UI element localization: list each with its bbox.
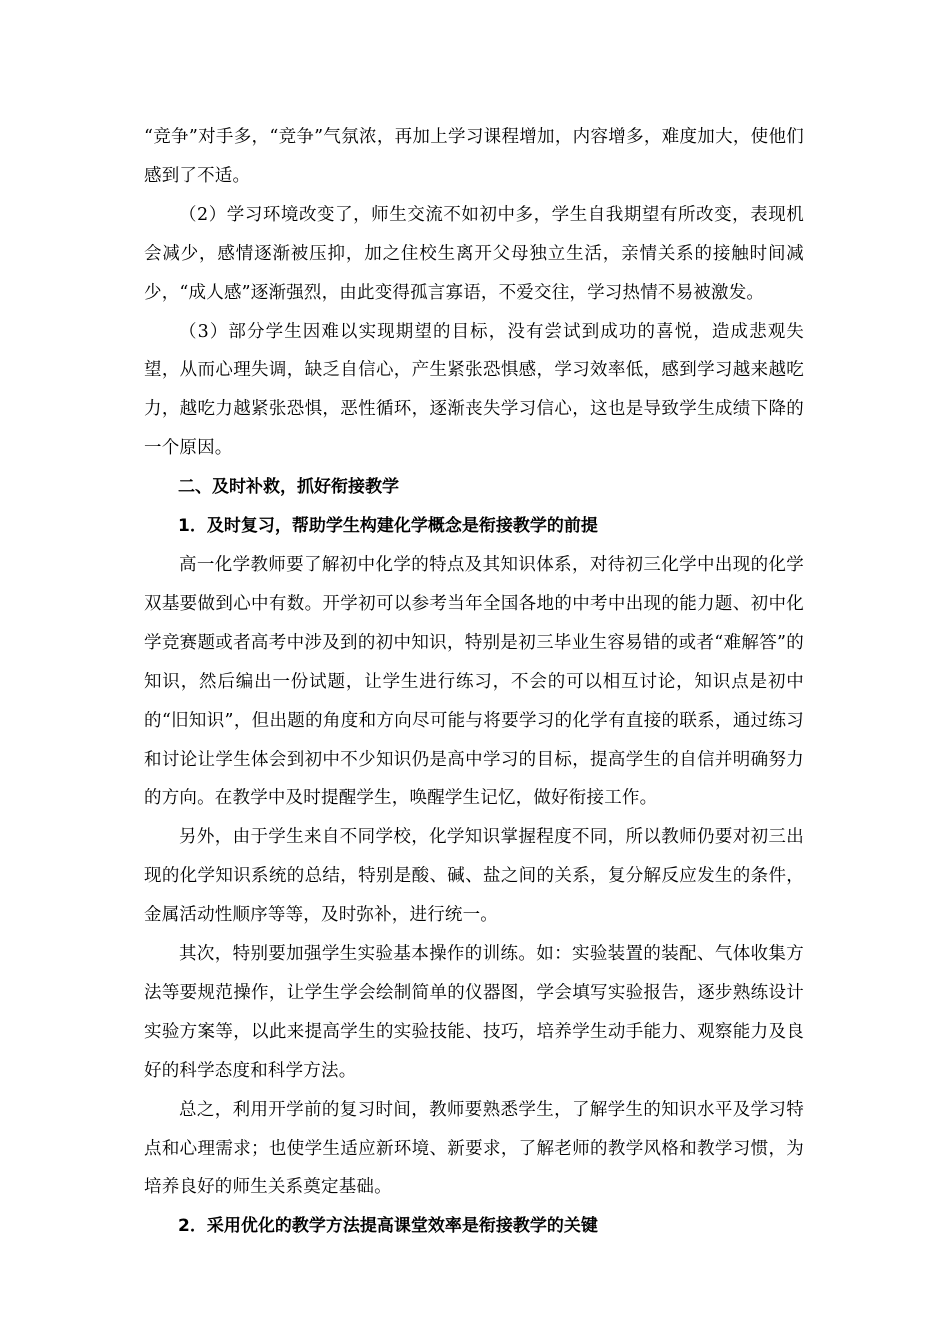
paragraph-teacher-review: 高一化学教师要了解初中化学的特点及其知识体系，对待初三化学中出现的化学双基要做到心中有数。开学初可以参考当年全国各地的中考中出现的能力题、初中化学竞赛题或者高考中涉及到的初中知识，特别是初三毕业生容易错的或者“难解答”的知识，然后编出一份试题，让学生进行练习，不会的可以相互讨论，知识点是初中的“旧知识”，但出题的角度和方向尽可能与将要学习的化学有直接的联系，通过练习和讨论让学生体会到初中不少知识仍是高中学习的目标，提高学生的自信并明确努力的方向。在教学中及时提醒学生，唤醒学生记忆，做好衔接工作。	[144, 554, 804, 809]
document-body	[144, 118, 804, 1246]
subheading-1: 1．及时复习，帮助学生构建化学概念是衔接教学的前提	[178, 516, 598, 537]
paragraph-additionally: 另外，由于学生来自不同学校，化学知识掌握程度不同，所以教师仍要对初三出现的化学知识系统的总结，特别是酸、碱、盐之间的关系，复分解反应发生的条件，金属活动性顺序等等，及时弥补，进行统一。	[144, 827, 804, 926]
paragraph-point-3: （3）部分学生因难以实现期望的目标，没有尝试到成功的喜悦，造成悲观失望，从而心理失调，缺乏自信心，产生紧张恐惧感，学习效率低，感到学习越来越吃力，越吃力越紧张恐惧，恶性循环，逐渐丧失学习信心，这也是导致学生成绩下降的一个原因。	[144, 321, 804, 459]
section-heading-2: 二、及时补救，抓好衔接教学	[178, 477, 399, 498]
paragraph-in-summary: 总之，利用开学前的复习时间，教师要熟悉学生，了解学生的知识水平及学习特点和心理需求；也使学生适应新环境、新要求，了解老师的教学风格和教学习惯，为培养良好的师生关系奠定基础。	[144, 1099, 804, 1198]
paragraph-competition: “竞争”对手多，“竞争”气氛浓，再加上学习课程增加，内容增多，难度加大，使他们感到了不适。	[144, 127, 804, 186]
subheading-2: 2．采用优化的教学方法提高课堂效率是衔接教学的关键	[178, 1216, 598, 1237]
paragraph-point-2: （2）学习环境改变了，师生交流不如初中多，学生自我期望有所改变，表现机会减少，感情逐渐被压抑，加之住校生离开父母独立生活，亲情关系的接触时间减少，“成人感”逐渐强烈，由此变得孤言寡语，不爱交往，学习热情不易被激发。	[144, 204, 804, 303]
paragraph-secondly: 其次，特别要加强学生实验基本操作的训练。如：实验装置的装配、气体收集方法等要规范操作，让学生学会绘制简单的仪器图，学会填写实验报告，逐步熟练设计实验方案等，以此来提高学生的实验技能、技巧，培养学生动手能力、观察能力及良好的科学态度和科学方法。	[144, 944, 804, 1081]
